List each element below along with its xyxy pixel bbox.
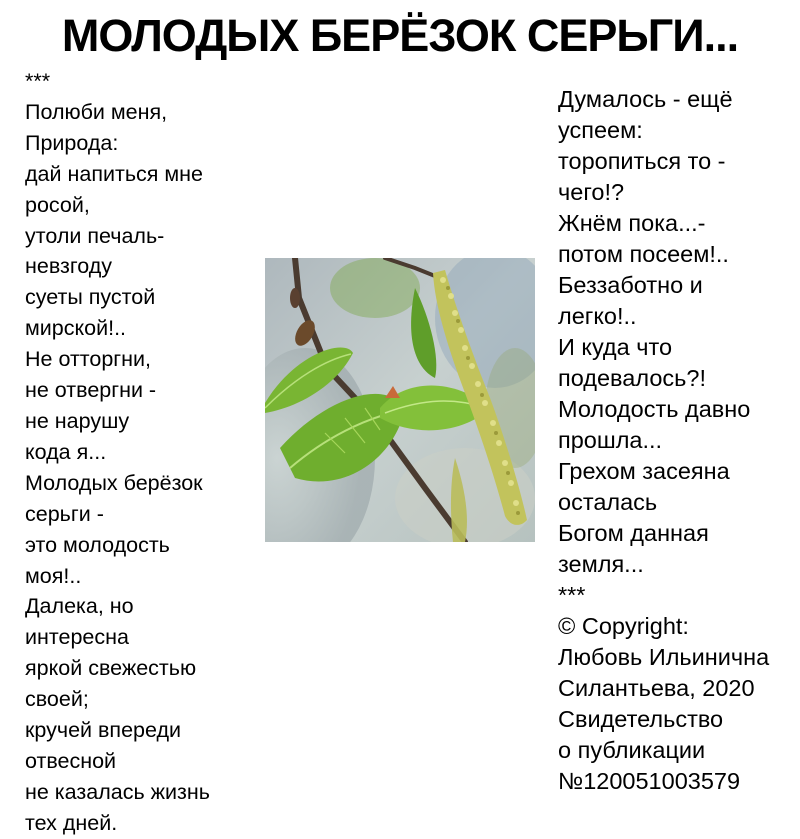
poem-line: И куда что xyxy=(558,334,673,360)
poem-line: мирской!.. xyxy=(25,316,127,341)
birch-catkin-icon xyxy=(265,258,535,542)
poem-line: Далека, но xyxy=(25,594,134,619)
poem-line: росой, xyxy=(25,192,90,217)
poem-line: утоли печаль- xyxy=(25,223,165,248)
poem-line: земля... xyxy=(558,551,644,577)
poem-line: яркой свежестью xyxy=(25,656,197,681)
poem-line: осталась xyxy=(558,489,658,515)
poem-line: прошла... xyxy=(558,427,663,453)
poem-line: дай напиться мне xyxy=(25,161,203,186)
poem-line: кода я... xyxy=(25,439,107,464)
poem-line: кручей впереди xyxy=(25,718,182,743)
poem-line: моя!.. xyxy=(25,563,82,588)
poem-line: Грехом засеяна xyxy=(558,458,730,484)
poem-line: чего!? xyxy=(558,179,625,205)
poem-line: Молодость давно xyxy=(558,396,751,422)
poem-line: не нарушу xyxy=(25,408,130,433)
poem-line: о публикации xyxy=(558,737,706,763)
poem-line: Беззаботно и xyxy=(558,272,703,298)
poem-line: легко!.. xyxy=(558,303,637,329)
poem-line: отвесной xyxy=(25,748,117,773)
birch-catkin-photo xyxy=(265,258,535,542)
poem-line: Жнём пока...- xyxy=(558,210,706,236)
poem-line: не казалась жизнь xyxy=(25,779,210,804)
poem-line: Не отторгни, xyxy=(25,347,152,372)
poem-column-left xyxy=(25,66,263,839)
poem-line: №120051003579 xyxy=(558,768,741,794)
poem-line: Природа: xyxy=(25,130,119,155)
poem-line: суеты пустой xyxy=(25,285,156,310)
poem-line: не отвергни - xyxy=(25,378,157,403)
poem-line: потом посеем!.. xyxy=(558,241,729,267)
poem-line: успеем: xyxy=(558,117,643,143)
poem-column-right xyxy=(558,84,800,797)
poem-line: интересна xyxy=(25,625,129,650)
poem-line: своей; xyxy=(25,687,89,712)
poem-line: *** xyxy=(558,582,586,608)
poem-line: Богом данная xyxy=(558,520,709,546)
poem-line: это молодость xyxy=(25,532,170,557)
poem-line: серьги - xyxy=(25,501,104,526)
poem-line: невзгоду xyxy=(25,254,113,279)
poem-line: подевалось?! xyxy=(558,365,706,391)
poem-line: Свидетельство xyxy=(558,706,724,732)
poem-line: Силантьева, 2020 xyxy=(558,675,755,701)
poem-line: Любовь Ильинична xyxy=(558,644,770,670)
poem-line: Думалось - ещё xyxy=(558,86,733,112)
poem-line: Полюби меня, xyxy=(25,99,168,124)
poem-line: © Copyright: xyxy=(558,613,689,639)
poem-line: *** xyxy=(25,69,51,93)
poem-title: МОЛОДЫХ БЕРЁЗОК СЕРЬГИ... xyxy=(61,10,739,61)
poem-line: торопиться то - xyxy=(558,148,726,174)
poem-line: тех дней. xyxy=(25,810,118,835)
poem-line: Молодых берёзок xyxy=(25,470,203,495)
